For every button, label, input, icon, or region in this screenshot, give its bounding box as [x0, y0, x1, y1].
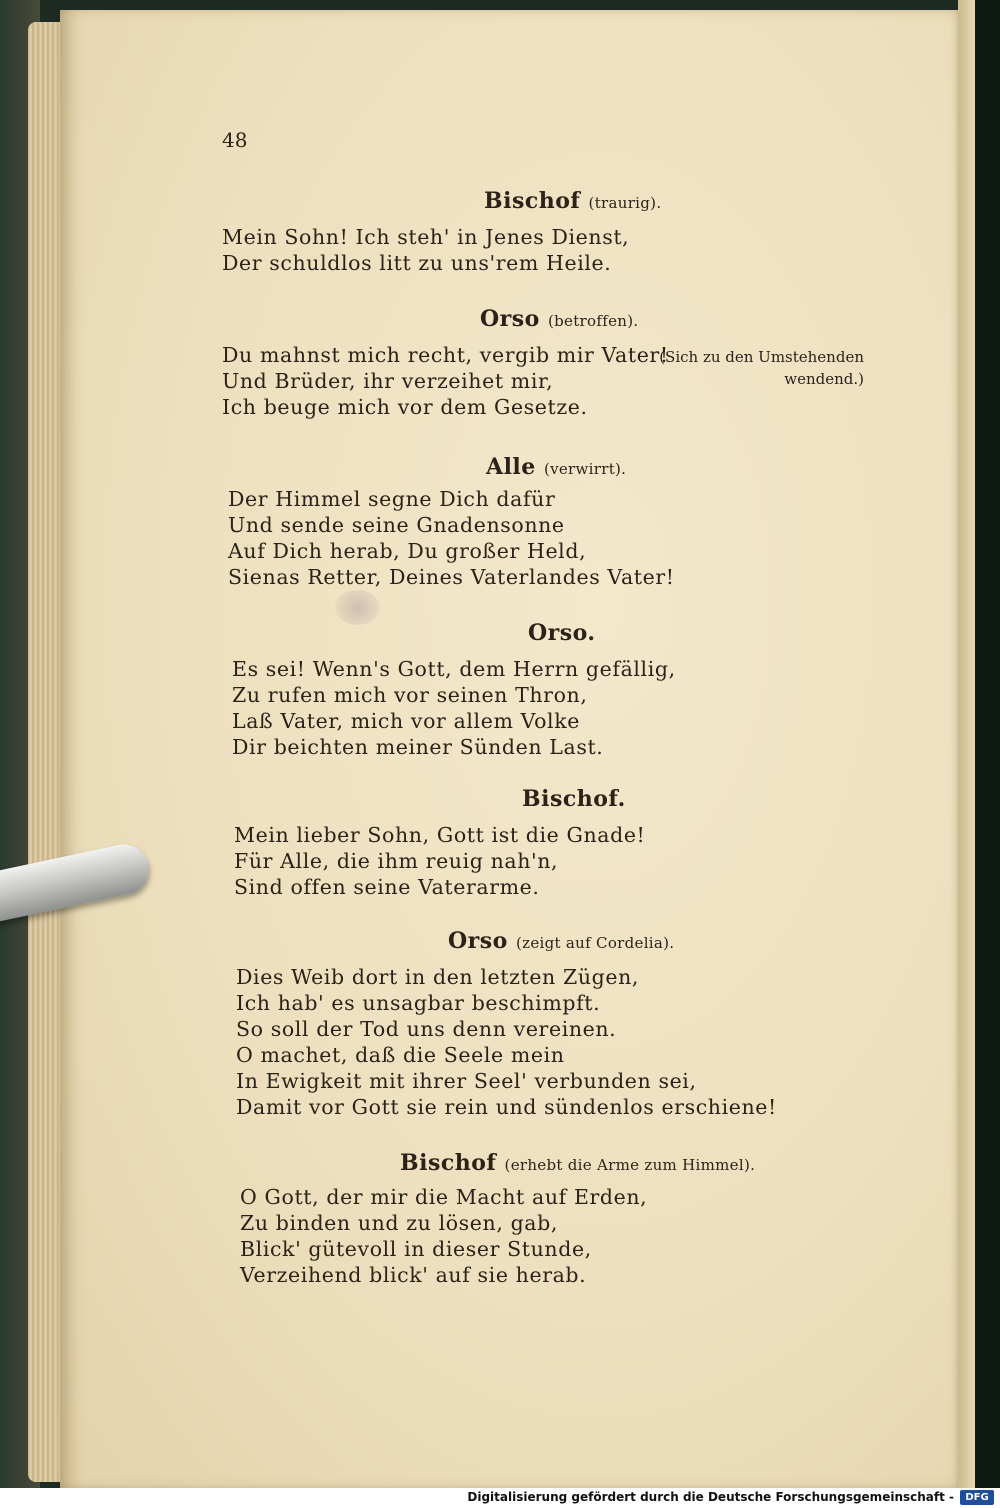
verse-line: Blick' gütevoll in dieser Stunde,	[240, 1237, 592, 1261]
speaker-name: Bischof	[484, 188, 581, 214]
side-stage-direction	[646, 346, 864, 390]
digitization-credit: Digitalisierung gefördert durch die Deutsche Forschungsgemeinschaft -	[467, 1490, 954, 1504]
verse-line: Der Himmel segne Dich dafür	[228, 487, 556, 511]
speaker-name: Orso.	[528, 620, 596, 646]
verse-line: Verzeihend blick' auf sie herab.	[240, 1263, 587, 1287]
verse-block	[234, 822, 645, 900]
speaker-heading	[480, 306, 638, 332]
speaker-name: Alle	[486, 454, 536, 480]
verse-line: Es sei! Wenn's Gott, dem Herrn gefällig,	[232, 657, 676, 681]
verse-line: Dir beichten meiner Sünden Last.	[232, 735, 604, 759]
speaker-heading	[448, 928, 674, 954]
speaker-name: Orso	[480, 306, 540, 332]
verse-line: Zu binden und zu lösen, gab,	[240, 1211, 558, 1235]
verse-line: Mein lieber Sohn, Gott ist die Gnade!	[234, 823, 646, 847]
verse-block	[222, 342, 669, 420]
page-number: 48	[222, 128, 248, 152]
stage-direction: (betroffen).	[548, 312, 639, 330]
verse-block	[240, 1184, 647, 1288]
speaker-name: Bischof	[400, 1150, 497, 1176]
verse-line: Zu rufen mich vor seinen Thron,	[232, 683, 588, 707]
verse-block	[228, 486, 675, 590]
speaker-heading	[528, 620, 596, 646]
verse-line: O machet, daß die Seele mein	[236, 1043, 565, 1067]
verse-line: O Gott, der mir die Macht auf Erden,	[240, 1185, 648, 1209]
verse-line: Und Brüder, ihr verzeihet mir,	[222, 369, 554, 393]
speaker-heading	[484, 188, 661, 214]
verse-line: Ich hab' es unsagbar beschimpft.	[236, 991, 601, 1015]
verse-line: In Ewigkeit mit ihrer Seel' verbunden sei,	[236, 1069, 697, 1093]
stage-direction: (traurig).	[588, 194, 662, 212]
speaker-heading	[486, 454, 626, 480]
stage-direction: (verwirrt).	[543, 460, 627, 478]
side-note-line: wendend.)	[784, 370, 864, 388]
stage-direction: (erhebt die Arme zum Himmel).	[504, 1156, 756, 1174]
speaker-heading	[522, 786, 626, 812]
verse-block	[236, 964, 777, 1120]
dfg-logo: DFG	[960, 1490, 994, 1505]
verse-line: Der schuldlos litt zu uns'rem Heile.	[222, 251, 612, 275]
verse-line: So soll der Tod uns denn vereinen.	[236, 1017, 617, 1041]
verse-line: Dies Weib dort in den letzten Zügen,	[236, 965, 639, 989]
verse-line: Sienas Retter, Deines Vaterlandes Vater!	[228, 565, 675, 589]
verse-line: Mein Sohn! Ich steh' in Jenes Dienst,	[222, 225, 630, 249]
stage-direction: (zeigt auf Cordelia).	[516, 934, 675, 952]
verse-line: Ich beuge mich vor dem Gesetze.	[222, 395, 588, 419]
verse-line: Sind offen seine Vaterarme.	[234, 875, 540, 899]
verse-line: Für Alle, die ihm reuig nah'n,	[234, 849, 559, 873]
speaker-name: Orso	[448, 928, 508, 954]
verse-line: Du mahnst mich recht, vergib mir Vater!	[222, 343, 669, 367]
verse-line: Auf Dich herab, Du großer Held,	[228, 539, 587, 563]
ink-smudge	[335, 590, 380, 625]
side-note-line: (Sich zu den Umstehenden	[659, 348, 864, 366]
verse-line: Und sende seine Gnadensonne	[228, 513, 565, 537]
verse-line: Damit vor Gott sie rein und sündenlos erschiene!	[236, 1095, 777, 1119]
speaker-heading	[400, 1150, 755, 1176]
verse-block	[222, 224, 629, 276]
background-edge	[975, 0, 1000, 1508]
verse-block	[232, 656, 676, 760]
verse-line: Laß Vater, mich vor allem Volke	[232, 709, 580, 733]
speaker-name: Bischof.	[522, 786, 626, 812]
